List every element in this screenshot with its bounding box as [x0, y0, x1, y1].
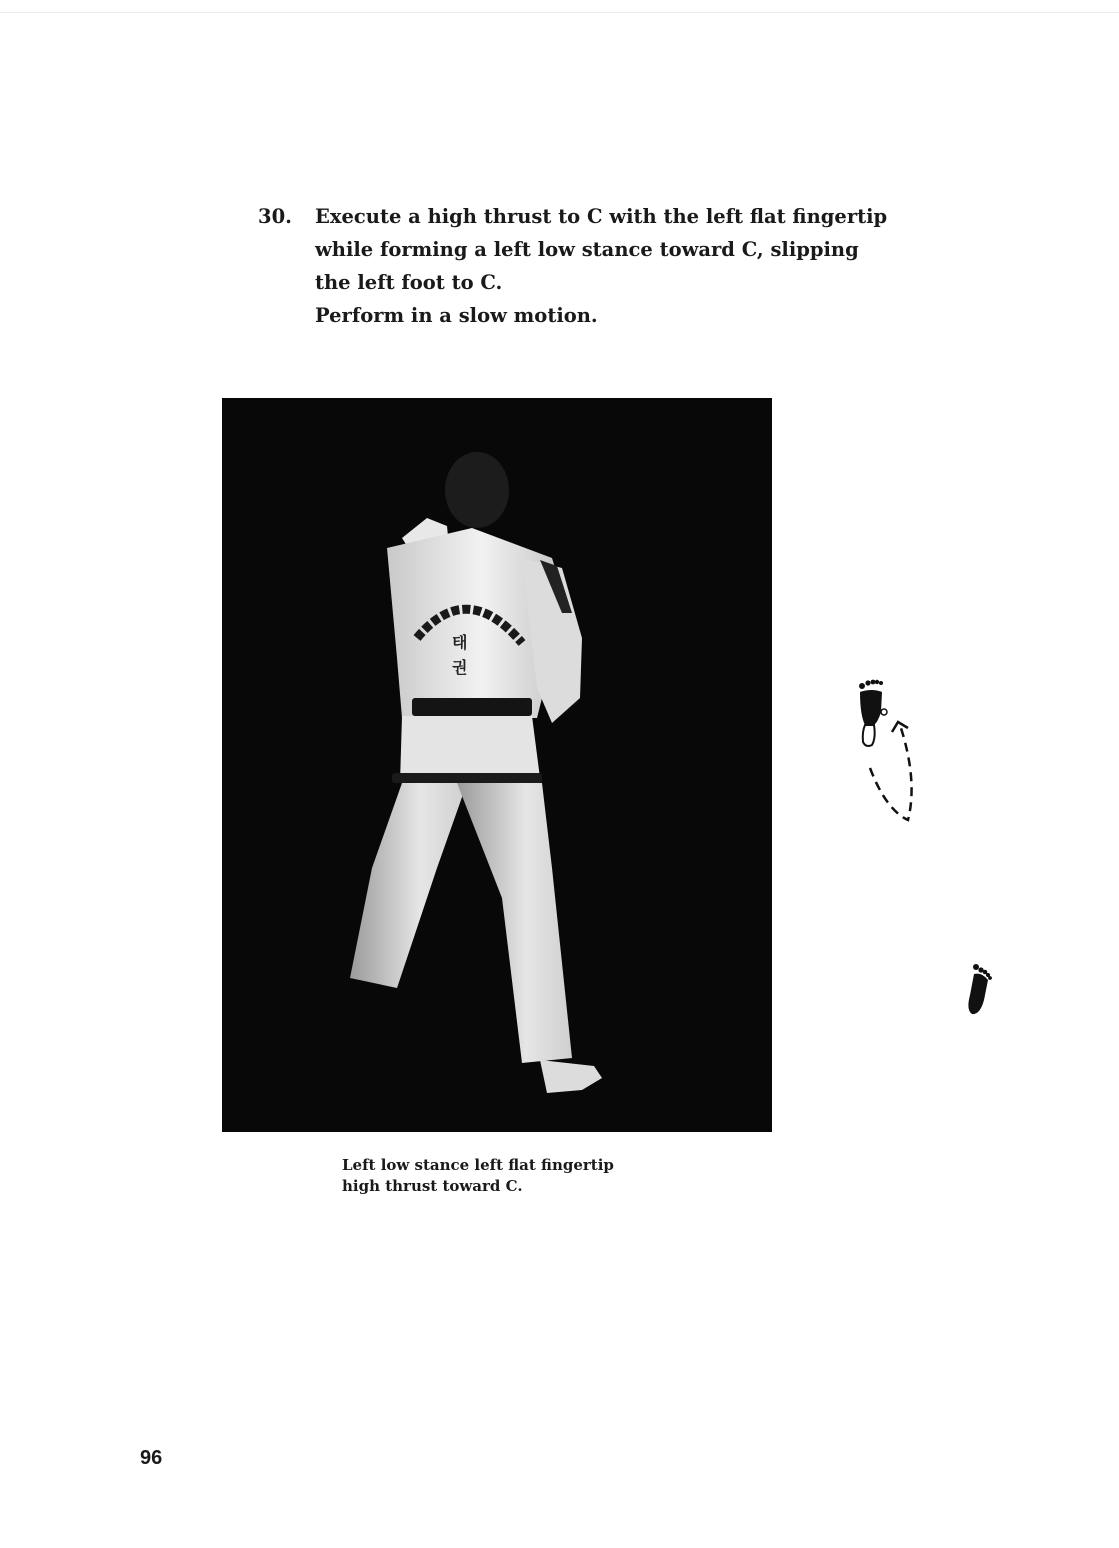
foot-movement-diagram — [848, 670, 998, 1030]
svg-text:권: 권 — [452, 658, 468, 677]
scan-edge-line — [0, 12, 1119, 13]
page-number: 96 — [140, 1447, 163, 1469]
photo-caption — [342, 1155, 614, 1197]
technique-photo — [222, 398, 772, 1132]
footprint-left-moved-icon — [859, 680, 887, 746]
step-line: Execute a high thrust to C with the left flat fingertip — [315, 205, 888, 228]
practitioner-figure — [222, 398, 772, 1132]
step-line: Perform in a slow motion. — [315, 304, 598, 327]
step-line: while forming a left low stance toward C, slipping — [315, 238, 859, 261]
footprint-right-icon — [968, 964, 992, 1014]
step-line: the left foot to C. — [315, 271, 503, 294]
step-text — [315, 200, 915, 332]
step-number: 30. — [258, 205, 292, 228]
svg-text:태: 태 — [452, 633, 468, 652]
caption-line: high thrust toward C. — [342, 1177, 523, 1195]
dashed-arrow-path-icon — [870, 722, 912, 820]
caption-line: Left low stance left flat fingertip — [342, 1156, 614, 1174]
